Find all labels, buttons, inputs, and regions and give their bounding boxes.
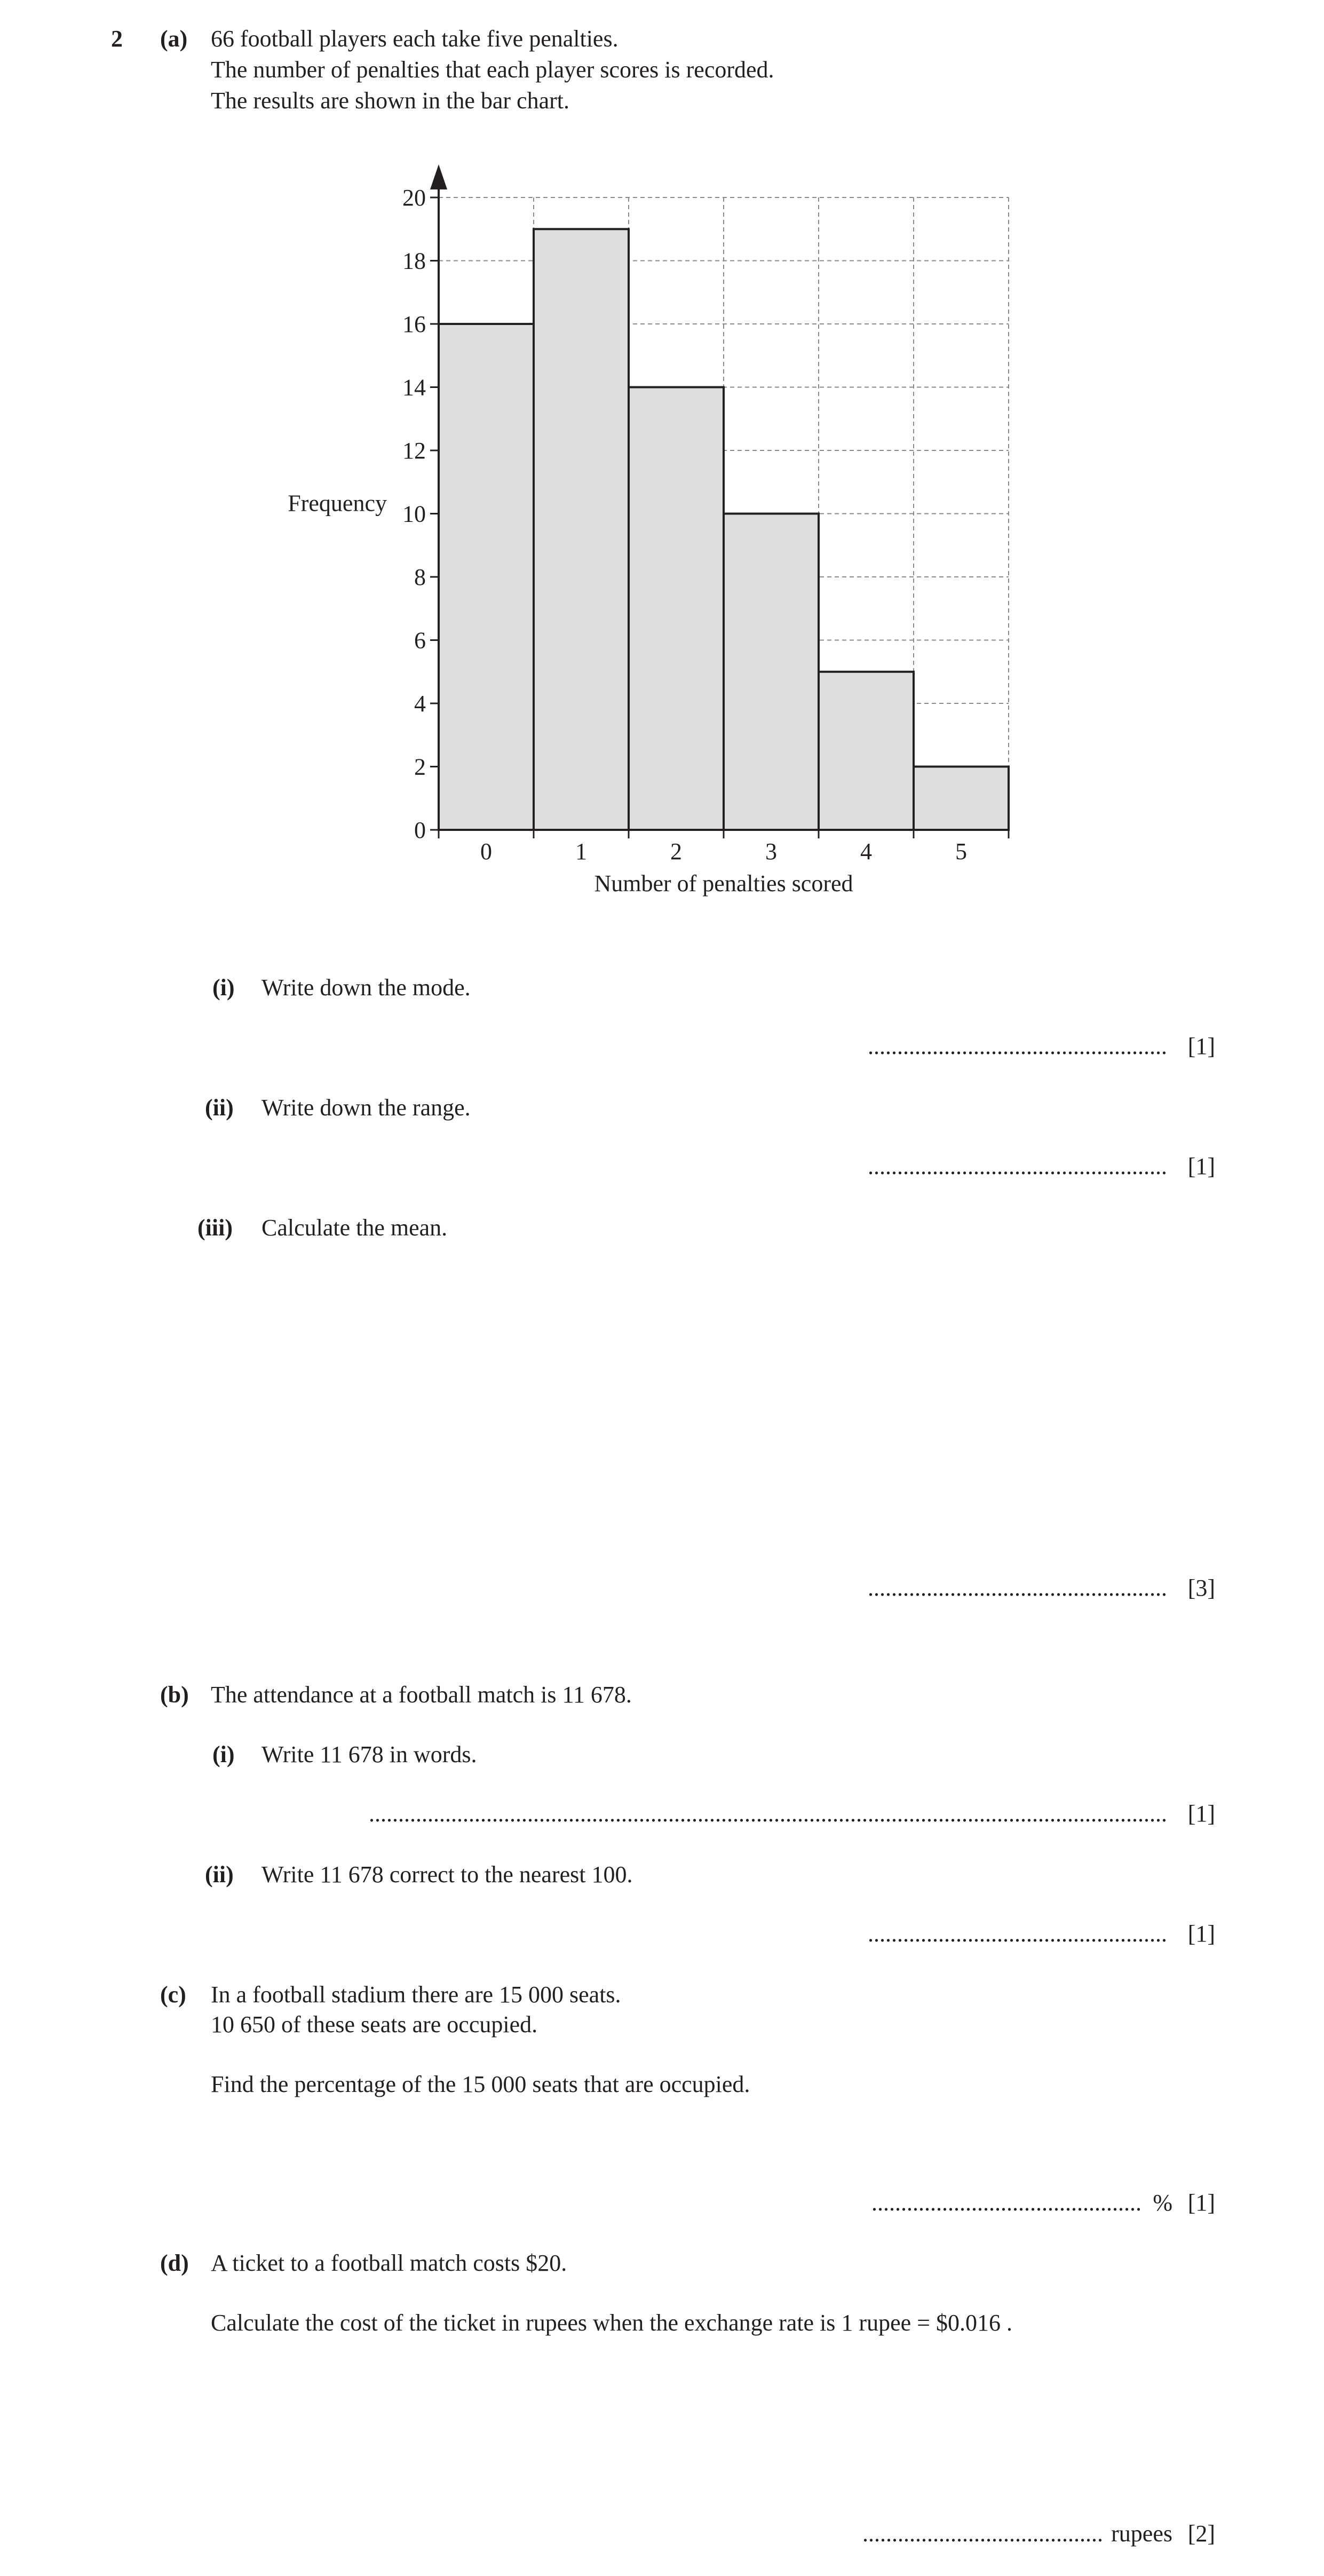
part-b-i-label: (i) <box>212 1741 235 1767</box>
bar-2 <box>629 387 724 830</box>
part-d-answer-line[interactable]: ......................................... <box>862 2520 1103 2547</box>
part-d-line-1: A ticket to a football match costs $20. <box>211 2250 567 2276</box>
part-a-ii-label: (ii) <box>205 1095 234 1121</box>
part-c-label: (c) <box>160 1981 186 2008</box>
y-axis-title: Frequency <box>288 490 387 517</box>
part-b-i-text: Write 11 678 in words. <box>261 1741 477 1767</box>
part-d-label: (d) <box>160 2250 189 2276</box>
penalties-bar-chart <box>267 160 1067 907</box>
bar-5 <box>914 767 1009 830</box>
part-b-ii-marks: [1] <box>1187 1921 1215 1947</box>
y-tick-label: 14 <box>402 374 426 401</box>
part-a-label: (a) <box>160 26 188 52</box>
part-a-iii-marks: [3] <box>1187 1575 1215 1601</box>
x-tick-label: 4 <box>860 838 872 865</box>
x-tick-label: 2 <box>670 838 682 865</box>
part-b-ii-label: (ii) <box>205 1861 234 1888</box>
part-b-label: (b) <box>160 1682 189 1708</box>
y-tick-label: 0 <box>414 817 426 843</box>
x-tick-label: 0 <box>480 838 492 865</box>
question-number: 2 <box>111 26 123 52</box>
x-tick-label: 1 <box>575 838 587 865</box>
x-tick-label: 3 <box>765 838 777 865</box>
y-tick-label: 12 <box>402 438 426 464</box>
part-a-ii-text: Write down the range. <box>261 1095 471 1121</box>
part-a-intro-line-3: The results are shown in the bar chart. <box>211 88 569 114</box>
y-tick-label: 2 <box>414 754 426 780</box>
part-c-line-1: In a football stadium there are 15 000 seats. <box>211 1981 621 2008</box>
part-a-ii-marks: [1] <box>1187 1153 1215 1179</box>
part-c-line-2: 10 650 of these seats are occupied. <box>211 2011 538 2038</box>
part-c-answer-line[interactable]: .............................................. <box>871 2190 1141 2216</box>
part-b-ii-text: Write 11 678 correct to the nearest 100. <box>261 1861 633 1888</box>
x-axis-title: Number of penalties scored <box>594 870 853 897</box>
y-tick-label: 6 <box>414 627 426 654</box>
part-b-ii-answer-line[interactable]: ................................................... <box>868 1921 1167 1947</box>
part-a-i-text: Write down the mode. <box>261 974 471 1001</box>
y-tick-label: 10 <box>402 501 426 527</box>
y-tick-label: 16 <box>402 311 426 337</box>
y-axis-arrow <box>430 164 447 189</box>
part-d-marks: [2] <box>1187 2520 1215 2547</box>
part-d-line-2: Calculate the cost of the ticket in rupees when the exchange rate is 1 rupee = $0.016 . <box>211 2310 1012 2336</box>
part-b-i-answer-line[interactable]: ........................................................................................................................................ <box>369 1801 1167 1827</box>
part-c-marks: [1] <box>1187 2190 1215 2216</box>
part-a-iii-label: (iii) <box>197 1215 233 1241</box>
bar-3 <box>724 514 819 830</box>
y-tick-label: 8 <box>414 564 426 590</box>
y-tick-label: 18 <box>402 248 426 274</box>
part-d-unit: rupees <box>1111 2520 1172 2547</box>
x-tick-label: 5 <box>955 838 967 865</box>
part-b-i-marks: [1] <box>1187 1801 1215 1827</box>
part-a-intro-line-2: The number of penalties that each player scores is recorded. <box>211 57 774 83</box>
part-a-iii-answer-line[interactable]: ................................................... <box>868 1575 1167 1601</box>
part-a-i-label: (i) <box>212 974 235 1001</box>
part-a-intro-line-1: 66 football players each take five penalties. <box>211 26 619 52</box>
part-b-text: The attendance at a football match is 11 678. <box>211 1682 632 1708</box>
part-c-line-3: Find the percentage of the 15 000 seats that are occupied. <box>211 2071 750 2097</box>
part-a-i-marks: [1] <box>1187 1033 1215 1059</box>
bar-4 <box>819 672 914 830</box>
bar-1 <box>534 229 629 830</box>
part-a-i-answer-line[interactable]: ................................................... <box>868 1033 1167 1059</box>
part-a-ii-answer-line[interactable]: ................................................... <box>868 1153 1167 1179</box>
part-a-iii-text: Calculate the mean. <box>261 1215 448 1241</box>
y-tick-label: 20 <box>402 185 426 211</box>
part-c-unit: % <box>1153 2190 1172 2216</box>
y-tick-label: 4 <box>414 691 426 717</box>
bar-0 <box>439 324 534 830</box>
